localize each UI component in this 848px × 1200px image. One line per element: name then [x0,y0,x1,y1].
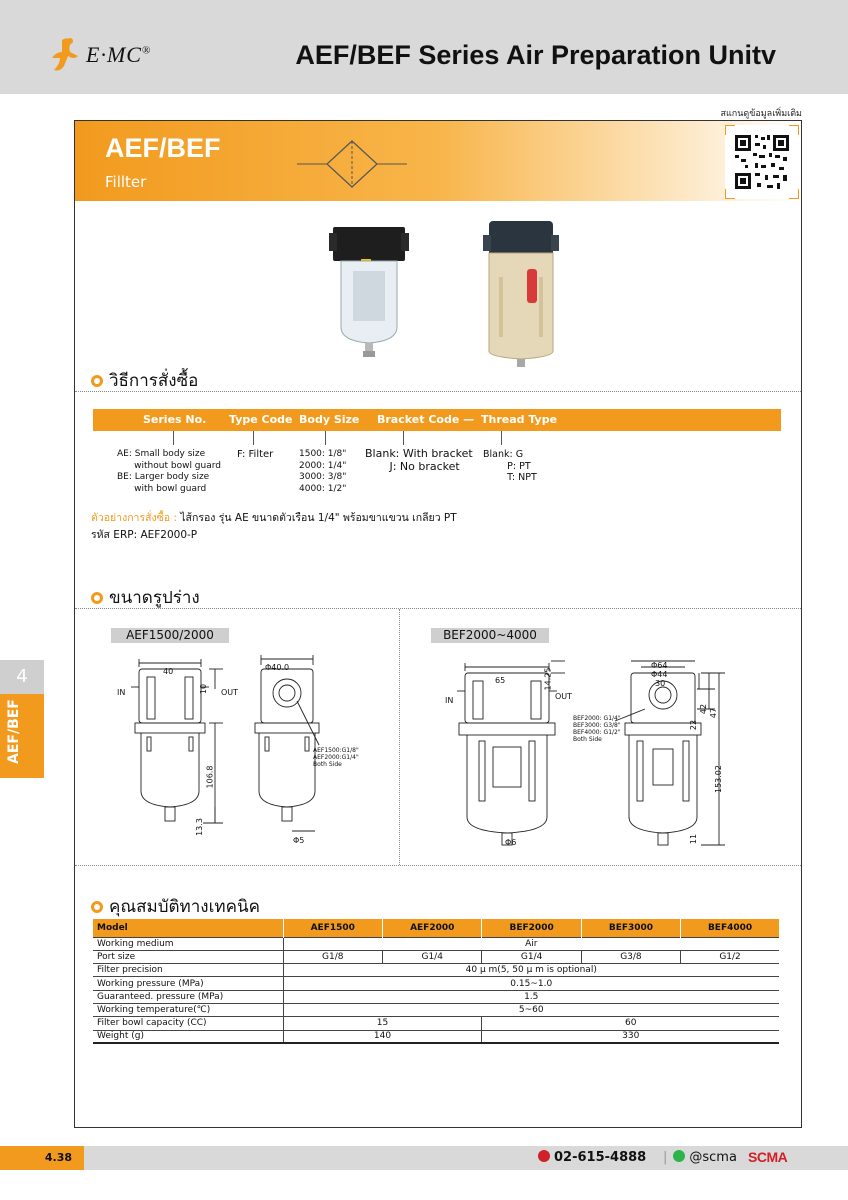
dim-bef-top: 14.25 [543,667,553,691]
spec-label: Weight (g) [93,1030,283,1043]
table-row [93,964,779,977]
spec-value: 330 [482,1030,779,1043]
dim-aef-ports: AEF1500:G1/8" AEF2000:G1/4" Both Side [313,747,359,768]
page-number: 4.38 [0,1146,84,1170]
order-connector [403,431,404,445]
spec-value: G1/8 [283,950,382,963]
table-row [93,950,779,963]
order-size-options: 1500: 1/8" 2000: 1/4" 3000: 3/8" 4000: 1/2" [299,449,347,494]
spec-col-bef2000: BEF2000 [482,919,581,937]
dim-bef-h47: 47 [709,707,719,719]
spec-value: 1.5 [283,990,779,1003]
spec-value: Air [283,937,779,950]
line-app-icon [673,1150,685,1162]
scma-logo: SCMA [748,1149,788,1165]
order-thread-options: Blank: G P: PT T: NPT [483,449,537,483]
bullet-ring-icon [91,901,103,913]
spec-value: G1/2 [681,950,779,963]
aef-filter-photo [329,219,409,365]
spec-value: 15 [283,1017,482,1030]
table-row [93,1017,779,1030]
logo-text: E·MC® [86,42,152,67]
footer-phone[interactable]: 02-615-4888 [538,1150,646,1165]
spec-label: Working temperature(℃) [93,1003,283,1016]
order-head-series: Series No. [143,413,207,426]
order-connector [501,431,502,445]
aef-dimension-label: AEF1500/2000 [111,628,229,643]
bef-dimension-label: BEF2000~4000 [431,628,549,643]
table-row [93,977,779,990]
dim-bef-in: IN [445,696,454,705]
order-connector [173,431,174,445]
spec-col-model: Model [93,919,283,937]
spec-label: Working medium [93,937,283,950]
dim-aef-width: 40 [163,667,174,676]
dim-aef-drain: Φ5 [293,836,305,845]
dim-aef-bottom: 13.3 [194,818,204,836]
spec-value: 40 μ m(5, 50 μ m is optional) [283,964,779,977]
spec-label: Guaranteed. pressure (MPa) [93,990,283,1003]
spec-col-bef4000: BEF4000 [681,919,779,937]
spec-label: Filter bowl capacity (CC) [93,1017,283,1030]
order-series-options: AE: Small body size without bowl guard BE: Larger body size with bowl guard [117,449,221,494]
page-footer [0,1146,848,1170]
footer-line-id[interactable]: | @scma [663,1150,737,1165]
spec-value: 0.15~1.0 [283,977,779,990]
spec-section-title: คุณสมบัติทางเทคนิค [91,893,260,920]
order-head-thread: Thread Type [481,413,558,426]
spec-col-aef2000: AEF2000 [382,919,481,937]
qr-code[interactable] [725,125,799,199]
page-title: AEF/BEF Series Air Preparation Unitv [295,40,776,70]
dim-aef-in: IN [117,688,126,697]
spec-value: G1/4 [482,950,581,963]
order-connector [253,431,254,445]
order-head-size: Body Size [299,413,360,426]
dimension-section-title: ขนาดรูปร่าง [91,584,200,611]
dim-bef-h22: 22 [689,719,699,731]
emc-logo [48,36,168,76]
chapter-label: AEF/BEF [6,699,22,764]
bullet-ring-icon [91,592,103,604]
spec-label: Filter precision [93,964,283,977]
table-row [93,990,779,1003]
filter-symbol-icon [297,139,407,189]
section-divider [75,391,801,392]
spec-table [93,919,779,1044]
dim-bef-out: OUT [555,692,573,701]
table-row [93,937,779,950]
spec-value: G1/4 [382,950,481,963]
table-row [93,1003,779,1016]
chapter-number: 4 [0,660,44,694]
bullet-ring-icon [91,375,103,387]
dim-aef-diameter: Φ40.0 [265,663,290,672]
order-head-type: Type Code [229,413,293,426]
dim-aef-height: 106.8 [205,765,215,789]
order-example: ตัวอย่างการสั่งซื้อ : ไส้กรอง รุ่น AE ขนาดตัวเรือน 1/4" พร้อมขาแขวน เกลียว PT [91,512,457,524]
spec-label: Port size [93,950,283,963]
dimension-drawings [75,609,801,865]
order-connector [325,431,326,445]
spec-col-aef1500: AEF1500 [283,919,382,937]
dim-bef-height: 153.02 [714,765,723,793]
bef-filter-photo [483,221,559,367]
content-frame [74,120,802,1128]
order-type-options: F: Filter [237,449,274,460]
spec-value: 5~60 [283,1003,779,1016]
chapter-tab[interactable] [0,660,44,778]
dim-aef-top: 10 [199,683,209,695]
dim-bef-bottom: 11 [689,833,699,845]
spec-label: Working pressure (MPa) [93,977,283,990]
ordering-code-bar [93,409,781,431]
table-row [93,1030,779,1043]
order-bracket-options: Blank: With bracket J: No bracket [365,447,473,473]
dim-bef-ports: BEF2000: G1/4" BEF3000: G3/8" BEF4000: G1/2" Both Side [573,715,621,743]
scan-caption: สแกนดูข้อมูลเพิ่มเติม [720,109,802,119]
emc-runner-icon [48,36,84,74]
product-banner [75,121,801,201]
dim-aef-out: OUT [221,688,239,697]
dim-bef-width: 65 [495,676,506,685]
dim-bef-d64: Φ64 [651,661,668,670]
page-header [0,0,848,94]
spec-col-bef3000: BEF3000 [581,919,680,937]
spec-value: 140 [283,1030,482,1043]
section-divider [75,865,801,866]
banner-subtitle: Fillter [105,173,147,191]
erp-code: รหัส ERP: AEF2000-P [91,529,198,541]
phone-icon [538,1150,550,1162]
dim-bef-h42: 42 [699,703,709,715]
spec-header-row [93,919,779,937]
dim-bef-w30: 30 [655,679,666,688]
dim-bef-drain: Φ6 [505,838,517,847]
spec-value: 60 [482,1017,779,1030]
banner-title: AEF/BEF [105,133,221,163]
order-head-bracket: Bracket Code — [377,413,475,426]
dim-bef-d44: Φ44 [651,670,668,679]
spec-value: G3/8 [581,950,680,963]
ordering-section-title: วิธีการสั่งซื้อ [91,367,198,394]
